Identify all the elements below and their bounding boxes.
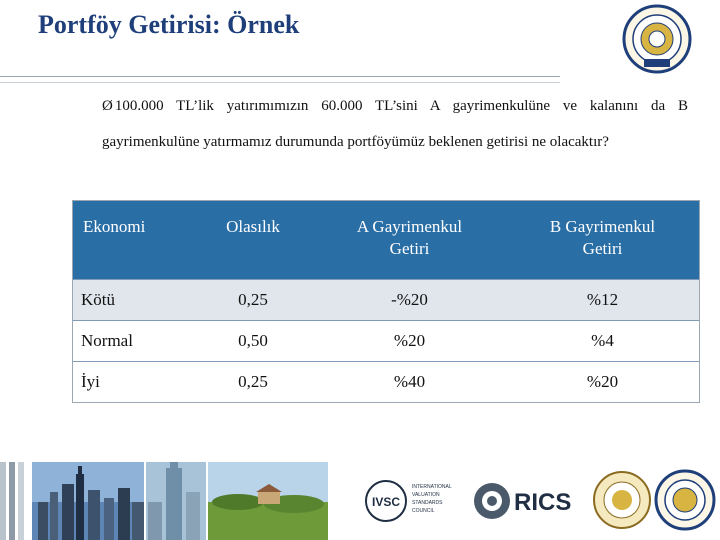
rics-logo-text: RICS (514, 489, 572, 516)
cell-a-getiri: -%20 (391, 290, 428, 309)
city-skyline-image (32, 462, 144, 540)
ivsc-logo-icon (360, 468, 468, 534)
returns-table (72, 200, 700, 403)
cell-ekonomi: İyi (81, 372, 100, 391)
decorative-blocks (0, 462, 28, 540)
header-b-line1: B Gayrimenkul (549, 217, 656, 236)
cell-olasilik: 0,25 (238, 372, 268, 391)
svg-text:COUNCIL: COUNCIL (412, 508, 435, 514)
cell-olasilik: 0,50 (238, 331, 268, 350)
svg-text:VALUATION: VALUATION (412, 492, 440, 498)
landscape-image (208, 462, 328, 540)
cell-b-getiri: %12 (586, 290, 619, 309)
table-row (73, 279, 699, 320)
cell-ekonomi: Kötü (81, 290, 115, 309)
header-b-line2: Getiri (582, 239, 623, 258)
cell-olasilik: 0,25 (238, 290, 268, 309)
header-a-line1: A Gayrimenkul (356, 217, 463, 236)
footer-banner (0, 462, 720, 540)
intro-text: 100.000 TL’lik yatırımımızın 60.000 TL’sini A gayrimenkulüne ve kalanını da B gayrimenkulüne yatırmamız durumunda portföyümüz beklenen getirisi ne olacaktır? (102, 98, 688, 150)
table-header-row (73, 201, 699, 279)
ivsc-caption: INTERNATIONAL (412, 484, 452, 490)
university-seal-icon (622, 4, 692, 74)
svg-text:STANDARDS: STANDARDS (412, 500, 443, 506)
ivsc-logo-text: IVSC (371, 495, 401, 509)
page-title: Portföy Getirisi: Örnek (38, 10, 300, 39)
header-b-getiri (506, 201, 699, 279)
table-row (73, 320, 699, 361)
intro-paragraph (102, 88, 688, 160)
tower-image (146, 462, 206, 540)
rics-logo-icon (470, 468, 586, 534)
header-a-line2: Getiri (389, 239, 430, 258)
cell-b-getiri: %20 (586, 372, 619, 391)
cell-b-getiri: %4 (591, 331, 614, 350)
header-divider (0, 76, 560, 77)
cell-a-getiri: %20 (393, 331, 426, 350)
university-seal-footer-icon (654, 466, 716, 534)
cell-a-getiri: %40 (393, 372, 426, 391)
header-ekonomi: Ekonomi (83, 217, 146, 236)
header-olasilik: Olasılık (226, 217, 280, 236)
cell-ekonomi: Normal (81, 331, 133, 350)
header-divider-secondary (0, 82, 560, 83)
table-row (73, 361, 699, 402)
seal-icon (592, 468, 652, 532)
bullet-arrow-icon: Ø (102, 98, 113, 114)
header-a-getiri (313, 201, 506, 279)
